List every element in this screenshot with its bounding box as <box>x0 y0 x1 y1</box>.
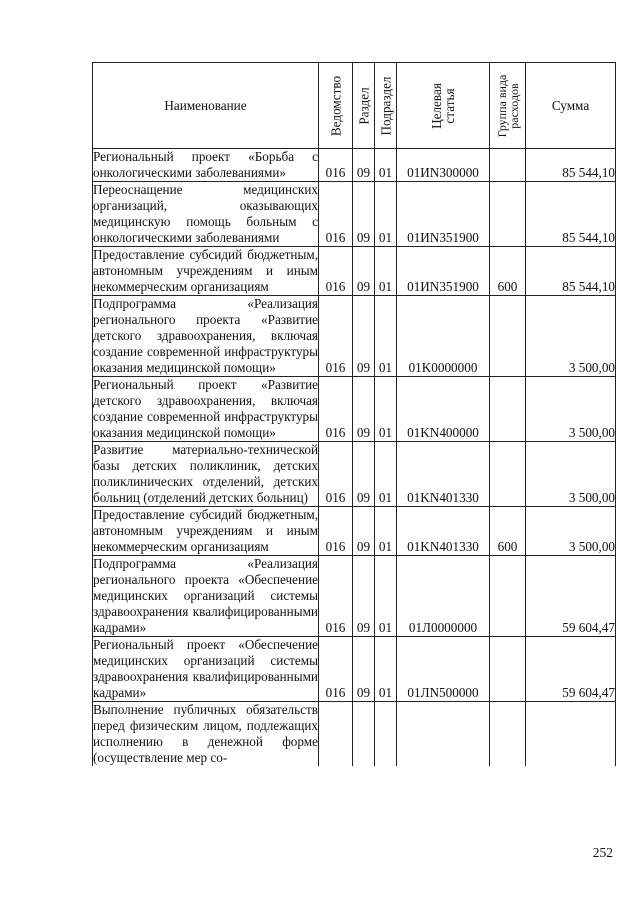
summa-cell: 85 544,10 <box>526 182 616 247</box>
vedomstvo-cell: 016 <box>319 377 353 442</box>
header-gruppa: Группа вида расходов <box>490 63 526 149</box>
table-row <box>93 149 616 182</box>
razdel-cell: 09 <box>353 149 375 182</box>
vedomstvo-cell: 016 <box>319 247 353 296</box>
gruppa-cell <box>490 702 526 767</box>
table-row <box>93 377 616 442</box>
tselevaya-cell: 01Л0000000 <box>397 556 490 637</box>
podrazdel-cell: 01 <box>375 556 397 637</box>
vedomstvo-cell: 016 <box>319 182 353 247</box>
podrazdel-cell: 01 <box>375 182 397 247</box>
razdel-cell: 09 <box>353 182 375 247</box>
header-vedomstvo: Ведомство <box>319 63 353 149</box>
summa-cell: 3 500,00 <box>526 377 616 442</box>
razdel-cell: 09 <box>353 637 375 702</box>
vedomstvo-cell: 016 <box>319 296 353 377</box>
gruppa-cell <box>490 442 526 507</box>
gruppa-cell: 600 <box>490 507 526 556</box>
tselevaya-cell: 01ИN300000 <box>397 149 490 182</box>
gruppa-cell <box>490 296 526 377</box>
gruppa-cell <box>490 377 526 442</box>
podrazdel-cell: 01 <box>375 149 397 182</box>
razdel-cell: 09 <box>353 247 375 296</box>
razdel-cell: 09 <box>353 377 375 442</box>
name-cell: Региональный проект «Развитие детского здравоохранения, включая создание современной инфраструктуры оказания медицинской помощи» <box>93 377 318 440</box>
razdel-cell: 09 <box>353 556 375 637</box>
tselevaya-cell: 01ИN351900 <box>397 247 490 296</box>
razdel-cell <box>353 702 375 767</box>
podrazdel-cell: 01 <box>375 296 397 377</box>
page-number: 252 <box>592 845 613 860</box>
tselevaya-cell: 01KN401330 <box>397 507 490 556</box>
budget-table <box>92 62 616 766</box>
gruppa-cell <box>490 637 526 702</box>
razdel-cell: 09 <box>353 296 375 377</box>
name-cell: Развитие материально-технической базы детских поликлиник, детских поликлинических отделений, детских больниц (отделений детских больниц) <box>93 442 318 505</box>
tselevaya-cell: 01K0000000 <box>397 296 490 377</box>
summa-cell: 85 544,10 <box>526 149 616 182</box>
header-podrazdel: Подраздел <box>375 63 397 149</box>
vedomstvo-cell: 016 <box>319 637 353 702</box>
vedomstvo-cell: 016 <box>319 507 353 556</box>
header-razdel: Раздел <box>353 63 375 149</box>
table-row <box>93 507 616 556</box>
table-row <box>93 442 616 507</box>
vedomstvo-cell: 016 <box>319 149 353 182</box>
header-name: Наименование <box>93 63 319 149</box>
podrazdel-cell: 01 <box>375 377 397 442</box>
tselevaya-cell <box>397 702 490 767</box>
tselevaya-cell: 01ИN351900 <box>397 182 490 247</box>
podrazdel-cell: 01 <box>375 507 397 556</box>
gruppa-cell <box>490 556 526 637</box>
summa-cell: 3 500,00 <box>526 442 616 507</box>
tselevaya-cell: 01ЛN500000 <box>397 637 490 702</box>
name-cell: Выполнение публичных обязательств перед физическим лицом, подлежащих исполнению в денежной форме (осуществление мер со- <box>93 702 318 765</box>
gruppa-cell: 600 <box>490 247 526 296</box>
razdel-cell: 09 <box>353 442 375 507</box>
summa-cell: 59 604,47 <box>526 556 616 637</box>
name-cell: Подпрограмма «Реализация регионального проекта «Развитие детского здравоохранения, включая создание современной инфраструктуры оказания медицинской помощи» <box>93 296 318 375</box>
vedomstvo-cell <box>319 702 353 767</box>
podrazdel-cell: 01 <box>375 637 397 702</box>
podrazdel-cell <box>375 702 397 767</box>
summa-cell: 85 544,10 <box>526 247 616 296</box>
header-row <box>93 63 616 149</box>
name-cell: Подпрограмма «Реализация регионального проекта «Обеспечение медицинских организаций системы здравоохранения квалифицированными кадрами» <box>93 556 318 635</box>
table-row <box>93 556 616 637</box>
summa-cell: 3 500,00 <box>526 296 616 377</box>
summa-cell: 59 604,47 <box>526 637 616 702</box>
vedomstvo-cell: 016 <box>319 442 353 507</box>
razdel-cell: 09 <box>353 507 375 556</box>
tselevaya-cell: 01KN400000 <box>397 377 490 442</box>
table-row <box>93 247 616 296</box>
name-cell: Региональный проект «Борьба с онкологическими заболеваниями» <box>93 149 318 180</box>
table-row <box>93 296 616 377</box>
vedomstvo-cell: 016 <box>319 556 353 637</box>
name-cell: Предоставление субсидий бюджетным, автономным учреждениям и иным некоммерческим организациям <box>93 247 318 294</box>
gruppa-cell <box>490 149 526 182</box>
summa-cell: 3 500,00 <box>526 507 616 556</box>
name-cell: Предоставление субсидий бюджетным, автономным учреждениям и иным некоммерческим организациям <box>93 507 318 554</box>
summa-cell <box>526 702 616 767</box>
podrazdel-cell: 01 <box>375 247 397 296</box>
podrazdel-cell: 01 <box>375 442 397 507</box>
table-row <box>93 702 616 767</box>
tselevaya-cell: 01KN401330 <box>397 442 490 507</box>
table-row <box>93 637 616 702</box>
gruppa-cell <box>490 182 526 247</box>
header-tselevaya: Целевая статья <box>397 63 490 149</box>
header-summa: Сумма <box>526 63 616 149</box>
name-cell: Региональный проект «Обеспечение медицинских организаций системы здравоохранения квалифицированными кадрами» <box>93 637 318 700</box>
name-cell: Переоснащение медицинских организаций, оказывающих медицинскую помощь больным с онкологическими заболеваниями <box>93 182 318 245</box>
table-row <box>93 182 616 247</box>
